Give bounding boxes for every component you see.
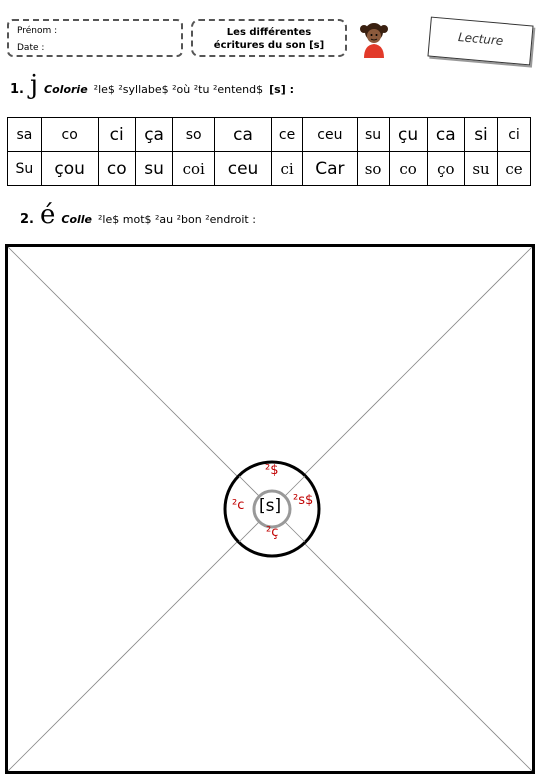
date-label: Date :: [17, 43, 45, 53]
syllable-cell[interactable]: çou: [41, 152, 98, 186]
syllable-cell[interactable]: ca: [215, 118, 272, 152]
prenom-label: Prénom :: [17, 26, 58, 36]
syllable-cell[interactable]: ça: [135, 118, 172, 152]
title-line-2: écritures du son [s]: [213, 40, 325, 51]
wheel-label-right: ²s$: [293, 493, 314, 508]
instruction-1-verb: Colorie: [44, 83, 88, 96]
name-date-box: [7, 19, 183, 57]
syllable-cell[interactable]: ce: [271, 118, 302, 152]
syllable-cell[interactable]: su: [357, 118, 389, 152]
instruction-1: [10, 70, 294, 100]
syllable-cell[interactable]: coi: [173, 152, 215, 186]
wheel-label-left: ²c: [232, 498, 245, 513]
syllable-cell[interactable]: ci: [271, 152, 302, 186]
syllable-cell[interactable]: su: [464, 152, 497, 186]
title-box: [191, 19, 347, 57]
syllable-cell[interactable]: su: [135, 152, 172, 186]
instruction-2-number: 2.: [20, 212, 34, 227]
syllable-cell[interactable]: Car: [303, 152, 358, 186]
syllable-cell[interactable]: co: [98, 152, 135, 186]
instruction-1-sound: [s] :: [269, 83, 294, 96]
syllable-cell[interactable]: si: [464, 118, 497, 152]
syllable-row-1: [8, 118, 531, 152]
instruction-2-verb: Colle: [61, 213, 93, 226]
syllable-cell[interactable]: co: [389, 152, 427, 186]
syllable-cell[interactable]: ci: [498, 118, 531, 152]
wheel-label-top: ²$: [265, 463, 279, 478]
instruction-1-number: 1.: [10, 82, 24, 97]
title-line-1: Les différentes: [226, 27, 312, 38]
syllable-cell[interactable]: ceu: [215, 152, 272, 186]
child-avatar-icon: [356, 20, 392, 58]
syllable-cell[interactable]: ci: [98, 118, 135, 152]
syllable-cell[interactable]: ce: [498, 152, 531, 186]
syllable-cell[interactable]: ço: [427, 152, 464, 186]
syllable-cell[interactable]: ceu: [303, 118, 358, 152]
instruction-1-glyph: j: [29, 70, 39, 100]
instruction-2-glyph: é: [39, 200, 56, 230]
syllable-table: [7, 117, 531, 186]
syllable-cell[interactable]: çu: [389, 118, 427, 152]
syllable-cell[interactable]: ca: [427, 118, 464, 152]
instruction-2: [20, 200, 256, 230]
wheel-label-bottom: ²ç: [266, 525, 279, 540]
lecture-tag: Lecture: [427, 17, 533, 66]
syllable-row-2: [8, 152, 531, 186]
instruction-2-text: ²le$ mot$ ²au ²bon ²endroit :: [98, 213, 256, 226]
syllable-cell[interactable]: co: [41, 118, 98, 152]
wheel-center-sound: [s]: [259, 496, 282, 516]
syllable-cell[interactable]: so: [357, 152, 389, 186]
syllable-cell[interactable]: sa: [8, 118, 42, 152]
instruction-1-text: ²le$ ²syllabe$ ²où ²tu ²entend$: [93, 83, 264, 96]
syllable-cell[interactable]: so: [173, 118, 215, 152]
syllable-cell[interactable]: Su: [8, 152, 42, 186]
